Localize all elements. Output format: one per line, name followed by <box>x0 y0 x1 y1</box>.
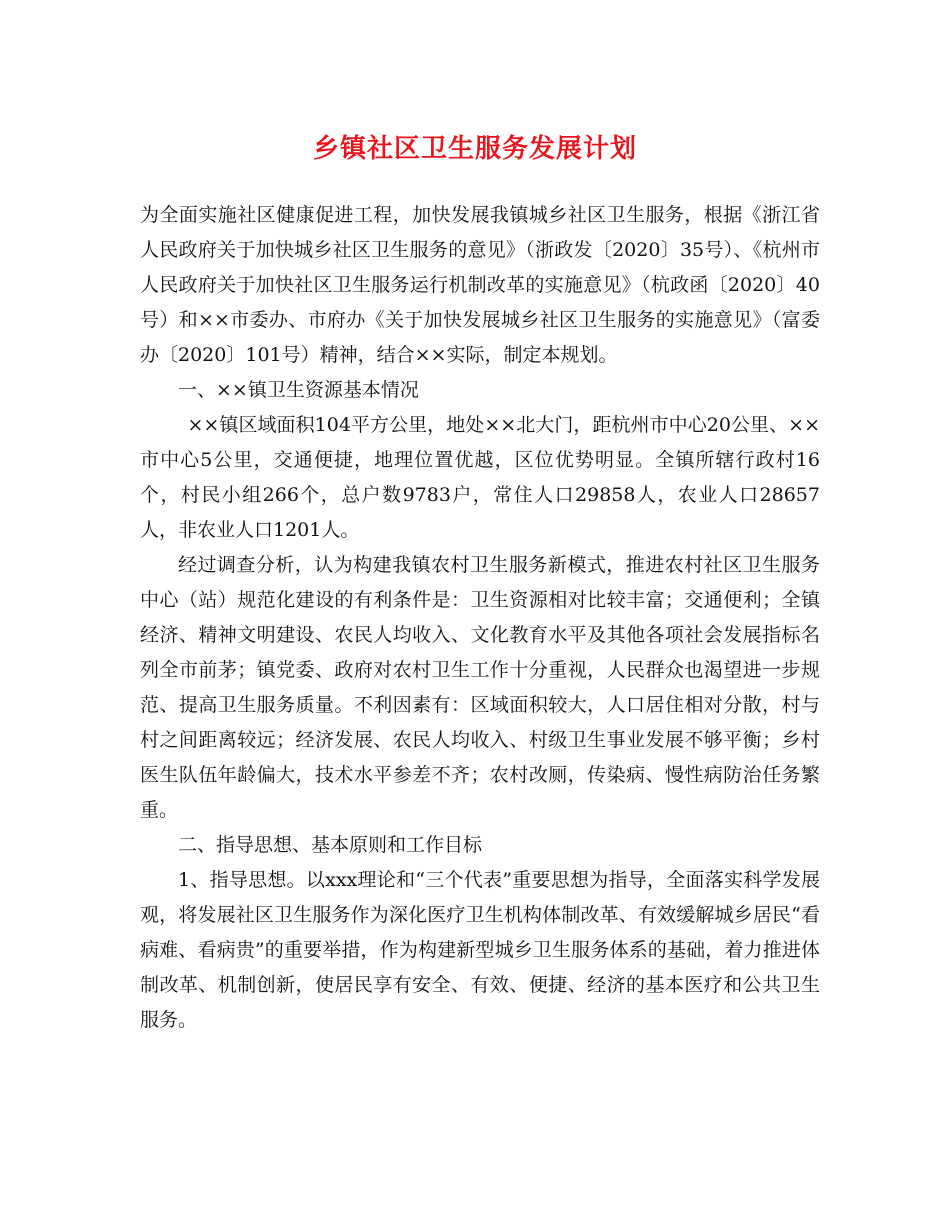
paragraph-analysis: 经过调查分析，认为构建我镇农村卫生服务新模式，推进农村社区卫生服务中心（站）规范化建设的有利条件是：卫生资源相对比较丰富；交通便利；全镇经济、精神文明建设、农民人均收入、文化教育水平及其他各项社会发展指标名列全市前茅；镇党委、政府对农村卫生工作十分重视，人民群众也渴望进一步规范、提高卫生服务质量。不利因素有：区域面积较大，人口居住相对分散，村与村之间距离较远；经济发展、农民人均收入、村级卫生事业发展不够平衡；乡村医生队伍年龄偏大，技术水平参差不齐；农村改厕，传染病、慢性病防治任务繁重。 <box>140 554 820 821</box>
paragraph-intro: 为全面实施社区健康促进工程，加快发展我镇城乡社区卫生服务，根据《浙江省人民政府关于加快城乡社区卫生服务的意见》（浙政发〔2020〕35号）、《杭州市人民政府关于加快社区卫生服务运行机制改革的实施意见》（杭政函〔2020〕40号）和××市委办、市府办《关于加快发展城乡社区卫生服务的实施意见》（富委办〔2020〕101号）精神，结合××实际，制定本规划。 <box>140 204 820 366</box>
document-body <box>140 198 820 1038</box>
section-heading-1: 一、××镇卫生资源基本情况 <box>178 379 419 401</box>
document-title: 乡镇社区卫生服务发展计划 <box>312 134 637 164</box>
paragraph-guiding-ideology: 1、指导思想。以xxx理论和“三个代表”重要思想为指导，全面落实科学发展观，将发展社区卫生服务作为深化医疗卫生机构体制改革、有效缓解城乡居民“看病难、看病贵”的重要举措，作为构建新型城乡卫生服务体系的基础，着力推进体制改革、机制创新，使居民享有安全、有效、便捷、经济的基本医疗和公共卫生服务。 <box>140 869 820 1031</box>
paragraph-basic-info: ××镇区域面积104平方公里，地处××北大门，距杭州市中心20公里、××市中心5公里，交通便捷，地理位置优越，区位优势明显。全镇所辖行政村16个，村民小组266个，总户数9783户，常住人口29858人，农业人口28657人，非农业人口1201人。 <box>140 414 820 541</box>
section-heading-2: 二、指导思想、基本原则和工作目标 <box>178 834 483 856</box>
